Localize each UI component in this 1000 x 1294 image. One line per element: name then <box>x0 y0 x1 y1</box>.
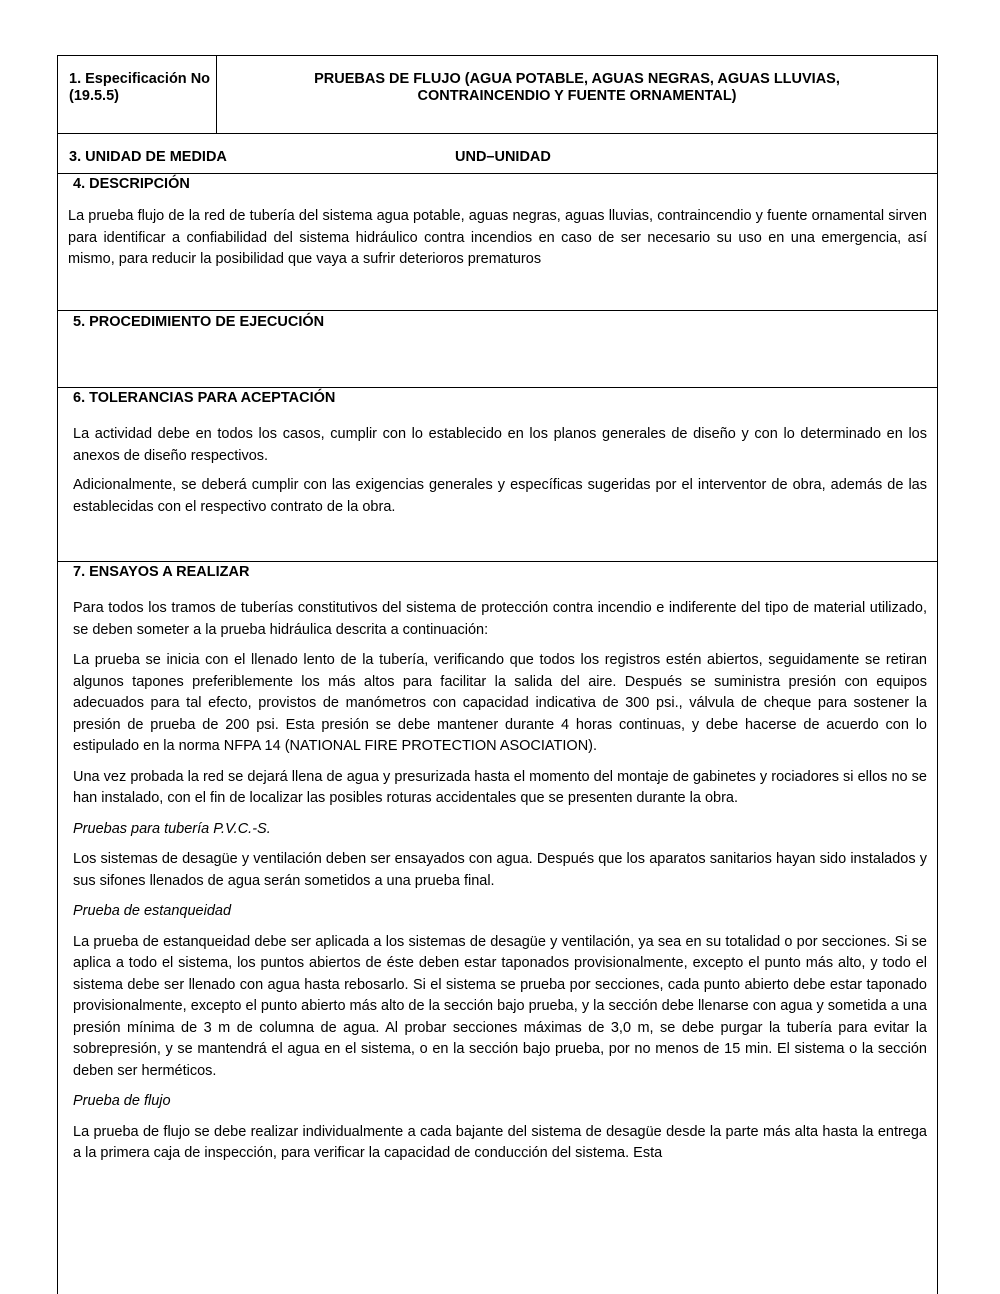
description-title: 4. DESCRIPCIÓN <box>73 176 190 192</box>
tests-subheading: Pruebas para tubería P.V.C.-S. <box>73 820 271 837</box>
tests-paragraph: Los sistemas de desagüe y ventilación deben ser ensayados con agua. Después que los aparatos sanitarios hayan sido instalados y sus sifones llenados de agua serán sometidos a una prueba final. <box>73 851 927 889</box>
procedure-title: 5. PROCEDIMIENTO DE EJECUCIÓN <box>73 314 325 330</box>
tests-paragraph: La prueba de flujo se debe realizar individualmente a cada bajante del sistema de desagüe desde la parte más alta hasta la entrega a la primera caja de inspección, para verificar la capacidad de conducción del sistema. Esta <box>73 1123 927 1161</box>
header-row <box>58 56 937 134</box>
description-section <box>58 174 937 311</box>
tolerances-title: 6. TOLERANCIAS PARA ACEPTACIÓN <box>73 390 336 406</box>
tests-paragraph: La prueba se inicia con el llenado lento de la tubería, verificando que todos los registros estén abiertos, seguidamente se retiran algunos tapones preferiblemente los más altos para facilitar la salida del aire. Después se suministra presión con equipos adecuados para tal efecto, provistos de manómetros con capacidad indicativa de 300 psi., válvula de cheque para sostener la presión de prueba de 200 psi. Esta presión se debe mantener durante 4 horas continuas, y debe hacerse de acuerdo con lo estipulado en la norma NFPA 14 (NATIONAL FIRE PROTECTION ASOCIATION). <box>73 652 927 754</box>
unit-label: 3. UNIDAD DE MEDIDA <box>69 149 227 165</box>
unit-value: UND–UNIDAD <box>455 149 551 165</box>
tests-paragraph: La prueba de estanqueidad debe ser aplicada a los sistemas de desagüe y ventilación, ya sea en su totalidad o por secciones. Si se aplica a todo el sistema, los puntos abiertos de éste deben estar taponados provisionalmente, excepto el punto más alto, y todo el sistema debe ser llenado con agua hasta rebosarlo. Si el sistema se prueba por secciones, cada punto abierto debe estar taponado provisionalmente, excepto el punto abierto más alto de la sección bajo prueba, y la sección debe llenarse con agua y sometida a una presión mínima de 3 m de columna de agua. Al probar secciones máximas de 3,0 m, se debe purgar la tubería para evitar la sobrepresión, y se mantendrá el agua en el sistema, o en la sección bajo prueba, por no menos de 15 min. El sistema o la sección deben ser herméticos. <box>73 933 927 1079</box>
tolerances-paragraph: La actividad debe en todos los casos, cumplir con lo establecido en los planos generales de diseño y con lo determinado en los anexos de diseño respectivos. <box>73 426 927 464</box>
unit-row <box>58 134 937 174</box>
tests-paragraph: Una vez probada la red se dejará llena de agua y presurizada hasta el momento del montaje de gabinetes y rociadores si ellos no se han instalado, con el fin de localizar las posibles roturas accidentales que se presenten durante la obra. <box>73 768 927 806</box>
tolerances-paragraph: Adicionalmente, se deberá cumplir con las exigencias generales y específicas sugeridas por el interventor de obra, además de las establecidas con el respectivo contrato de la obra. <box>73 477 927 515</box>
tests-subheading: Prueba de estanqueidad <box>73 903 232 919</box>
spec-sheet <box>57 55 938 1294</box>
description-text: La prueba flujo de la red de tubería del sistema agua potable, aguas negras, aguas lluvias, contraincendio y fuente ornamental sirven para identificar a confiabilidad del sistema hidráulico contra incendios en caso de ser necesario su uso en una emergencia, así mismo, para reducir la posibilidad que vaya a sufrir deterioros prematuros <box>68 208 927 267</box>
tests-paragraph: Para todos los tramos de tuberías constitutivos del sistema de protección contra incendio e indiferente del tipo de material utilizado, se deben someter a la prueba hidráulica descrita a continuación: <box>73 600 927 638</box>
tests-subheading: Prueba de flujo <box>73 1093 171 1109</box>
procedure-section <box>58 311 937 388</box>
spec-title: PRUEBAS DE FLUJO (AGUA POTABLE, AGUAS NEGRAS, AGUAS LLUVIAS, CONTRAINCENDIO Y FUENTE ORNAMENTAL) <box>314 71 840 104</box>
tolerances-section <box>58 388 937 562</box>
tests-section <box>58 562 937 1165</box>
spec-number: 1. Especificación No (19.5.5) <box>58 56 217 133</box>
tests-title: 7. ENSAYOS A REALIZAR <box>73 564 250 580</box>
